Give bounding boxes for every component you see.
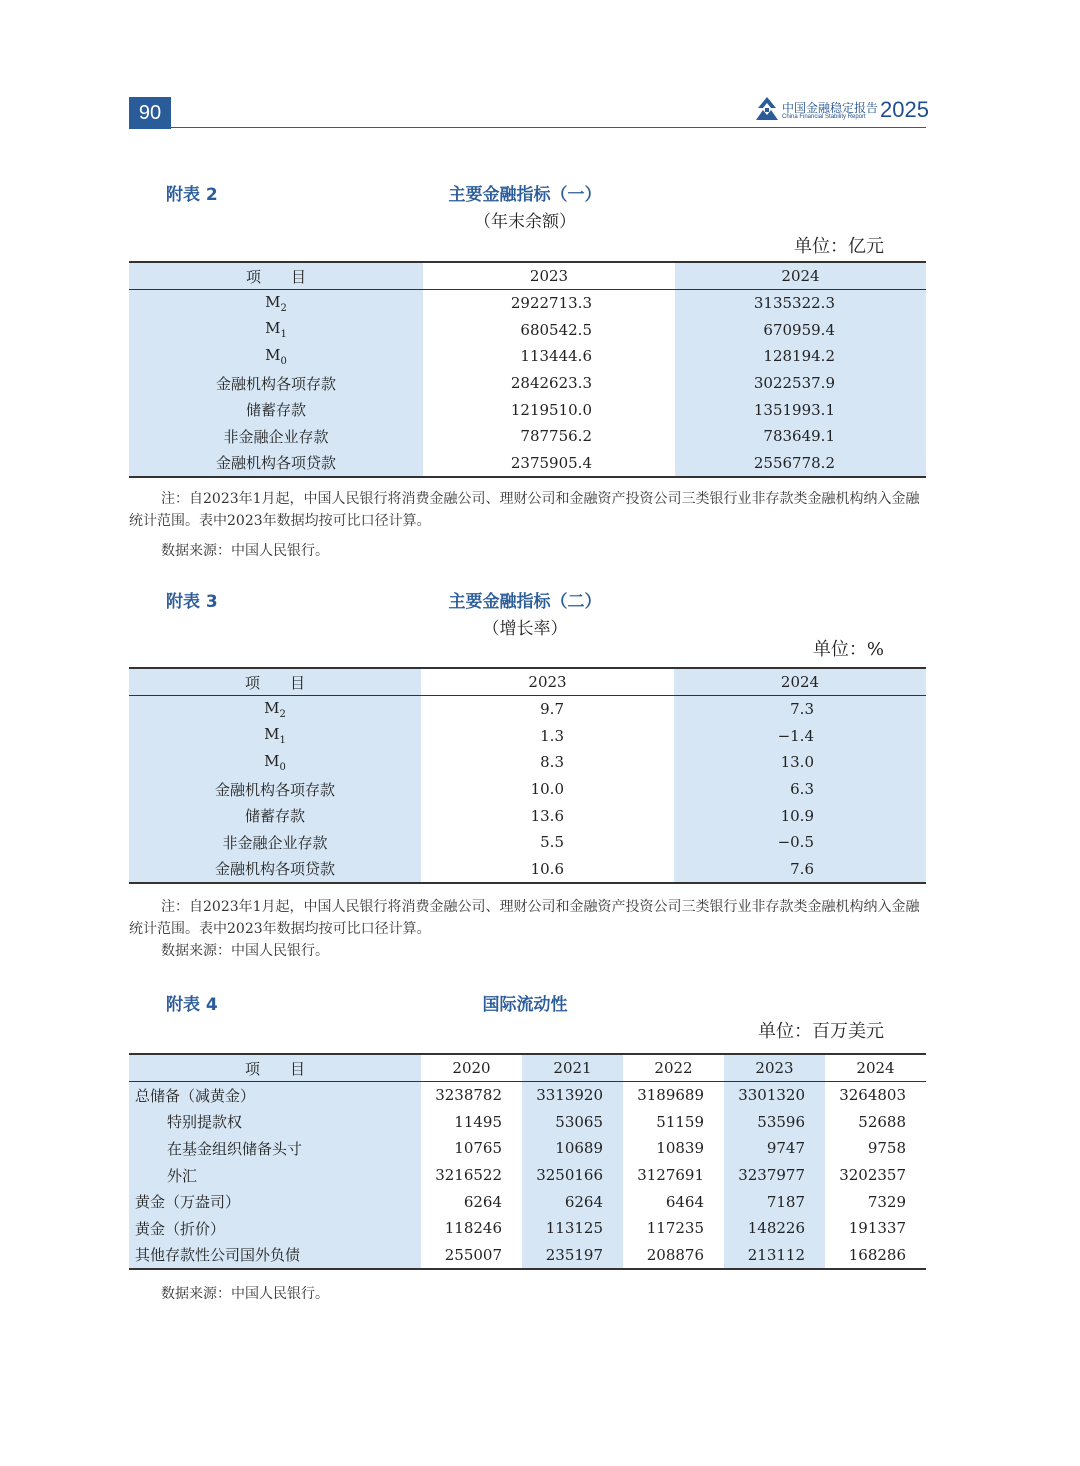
cell-2023: 213112 [724, 1242, 825, 1270]
table-row [129, 749, 926, 776]
table3-title: 主要金融指标（二） [448, 592, 602, 612]
cell-2021: 10689 [522, 1135, 623, 1162]
table-row [129, 1242, 926, 1270]
row-item-label: M [264, 698, 280, 717]
table-row [129, 396, 926, 423]
cell-2024: 1351993.1 [675, 396, 926, 423]
row-item-label: M [264, 751, 280, 770]
table-row [129, 723, 926, 750]
cell-2023: 2842623.3 [510, 374, 592, 393]
cell-2020: 3238782 [435, 1086, 502, 1105]
row-item-label: 储蓄存款 [245, 401, 306, 420]
col-header-2023: 2023 [421, 668, 674, 696]
row-item [129, 396, 423, 423]
table-row [129, 343, 926, 370]
cell-2021: 235197 [522, 1242, 623, 1270]
table2 [129, 261, 926, 478]
cell-2023: 787756.2 [520, 427, 592, 446]
cell-2023: 9747 [724, 1135, 825, 1162]
table-row [129, 1082, 926, 1109]
row-item-label: 非金融企业存款 [223, 427, 329, 446]
table-row [129, 1188, 926, 1215]
cell-2024: 9758 [867, 1139, 906, 1158]
cell-2024: 670959.4 [675, 317, 926, 344]
cell-2023: 13.6 [530, 806, 564, 825]
table-row [129, 423, 926, 450]
col-header-2024: 2024 [675, 262, 926, 290]
bank-logo-icon [754, 96, 780, 122]
cell-2021: 113125 [522, 1215, 623, 1242]
table-row [129, 370, 926, 397]
table2-note: 注：自2023年1月起，中国人民银行将消费金融公司、理财公司和金融资产投资公司三类银行业非存款类金融机构纳入金融统计范围。表中2023年数据均按可比口径计算。 [129, 491, 920, 529]
row-item: 特别提款权 [129, 1109, 421, 1136]
row-item-label: 储蓄存款 [244, 807, 305, 826]
cell-2023: 5.5 [540, 833, 564, 852]
row-item-label: M [265, 319, 281, 338]
row-item-label: M [264, 725, 280, 744]
col-header-2023: 2023 [724, 1054, 825, 1082]
cell-2023: 1.3 [540, 726, 564, 745]
cell-2021: 3250166 [522, 1162, 623, 1189]
table4-source: 数据来源：中国人民银行。 [161, 1286, 329, 1302]
row-item-subscript: 2 [280, 302, 287, 314]
cell-2024: 13.0 [674, 749, 926, 776]
cell-2024: 7.6 [674, 856, 926, 884]
row-item-label: M [265, 345, 281, 364]
row-item [129, 749, 421, 776]
row-item [129, 829, 421, 856]
cell-2024: 168286 [825, 1242, 926, 1270]
row-item: 黄金（万盎司） [129, 1188, 421, 1215]
table2-unit: 单位：亿元 [794, 236, 884, 257]
row-item-subscript: 2 [279, 708, 286, 720]
table2-source: 数据来源：中国人民银行。 [161, 543, 329, 559]
cell-2024: 3135322.3 [675, 290, 926, 317]
row-item [129, 317, 423, 344]
cell-2023: 1219510.0 [510, 400, 592, 419]
cell-2020: 11495 [454, 1112, 502, 1131]
cell-2022: 51159 [656, 1112, 704, 1131]
row-item [129, 776, 421, 803]
table4-unit: 单位：百万美元 [758, 1021, 884, 1042]
cell-2023: 7187 [724, 1188, 825, 1215]
cell-2021: 6264 [522, 1188, 623, 1215]
table-row [129, 829, 926, 856]
cell-2022: 208876 [623, 1242, 724, 1270]
cell-2020: 6264 [463, 1192, 502, 1211]
row-item [129, 723, 421, 750]
table-row [129, 1215, 926, 1242]
cell-2024: 10.9 [674, 802, 926, 829]
table-row [129, 802, 926, 829]
table4 [129, 1053, 926, 1270]
cell-2020: 255007 [421, 1242, 522, 1270]
row-item-subscript: 0 [280, 355, 287, 367]
cell-2021: 3313920 [522, 1082, 623, 1109]
cell-2022: 6464 [665, 1192, 704, 1211]
table3-subtitle: （增长率） [482, 619, 568, 639]
row-item-label: 金融机构各项存款 [215, 374, 336, 393]
col-header-2021: 2021 [522, 1054, 623, 1082]
col-header-item: 项 目 [129, 262, 423, 290]
report-title-en: China Financial Stability Report [782, 114, 866, 120]
row-item-label: 金融机构各项贷款 [214, 860, 335, 879]
cell-2024: 3202357 [839, 1166, 906, 1185]
row-item-label: M [265, 292, 281, 311]
cell-2024: 3264803 [839, 1086, 906, 1105]
cell-2023: 113444.6 [520, 347, 592, 366]
row-item: 外汇 [129, 1162, 421, 1189]
header-rule [171, 127, 926, 128]
cell-2024: 191337 [848, 1219, 906, 1238]
table3-note: 注：自2023年1月起，中国人民银行将消费金融公司、理财公司和金融资产投资公司三类银行业非存款类金融机构纳入金融统计范围。表中2023年数据均按可比口径计算。 [129, 899, 920, 937]
cell-2022: 3127691 [637, 1166, 704, 1185]
row-item-label: 非金融企业存款 [222, 833, 328, 852]
table-row [129, 1135, 926, 1162]
cell-2020: 118246 [444, 1219, 502, 1238]
table3-label: 附表 3 [166, 592, 218, 612]
col-header-2020: 2020 [421, 1054, 522, 1082]
cell-2023: 2375905.4 [423, 450, 675, 478]
cell-2021: 53065 [522, 1109, 623, 1136]
cell-2024: 783649.1 [675, 423, 926, 450]
col-header-2024: 2024 [825, 1054, 926, 1082]
cell-2024: 52688 [858, 1112, 906, 1131]
cell-2022: 10839 [656, 1139, 704, 1158]
row-item: 在基金组织储备头寸 [129, 1135, 421, 1162]
row-item-subscript: 1 [280, 329, 287, 341]
table-row [129, 696, 926, 723]
row-item [129, 423, 423, 450]
table3 [129, 667, 926, 884]
row-item [129, 370, 423, 397]
col-header-item: 项 目 [129, 668, 421, 696]
table-row [129, 856, 926, 884]
cell-2020: 10765 [454, 1139, 502, 1158]
cell-2024: −0.5 [674, 829, 926, 856]
table2-title: 主要金融指标（一） [448, 185, 602, 205]
col-header-item: 项 目 [129, 1054, 421, 1082]
row-item-label: 金融机构各项贷款 [215, 454, 336, 473]
report-year: 2025 [880, 97, 929, 122]
cell-2023: 10.0 [530, 780, 564, 799]
table-row [129, 776, 926, 803]
row-item: 总储备（减黄金） [129, 1082, 421, 1109]
table-row [129, 290, 926, 317]
row-item: 其他存款性公司国外负债 [129, 1242, 421, 1270]
cell-2024: 3022537.9 [675, 370, 926, 397]
cell-2023: 3301320 [724, 1082, 825, 1109]
row-item: 黄金（折价） [129, 1215, 421, 1242]
table-row [129, 450, 926, 478]
cell-2023: 3237977 [724, 1162, 825, 1189]
page-number: 90 [129, 97, 171, 129]
cell-2023: 9.7 [540, 700, 564, 719]
row-item [129, 290, 423, 317]
cell-2024: −1.4 [674, 723, 926, 750]
row-item [129, 856, 421, 884]
cell-2023: 53596 [724, 1109, 825, 1136]
cell-2024: 7.3 [674, 696, 926, 723]
report-title-cn: 中国金融稳定报告 [782, 101, 879, 115]
cell-2023: 2922713.3 [510, 294, 592, 313]
cell-2024: 7329 [867, 1192, 906, 1211]
cell-2023: 680542.5 [520, 320, 592, 339]
row-item-subscript: 1 [279, 735, 286, 747]
table-row [129, 317, 926, 344]
row-item [129, 450, 423, 478]
table3-unit: 单位：% [812, 639, 884, 660]
cell-2022: 3189689 [637, 1086, 704, 1105]
cell-2023: 10.6 [421, 856, 674, 884]
cell-2020: 3216522 [435, 1166, 502, 1185]
cell-2023: 148226 [724, 1215, 825, 1242]
col-header-2024: 2024 [674, 668, 926, 696]
cell-2024: 2556778.2 [675, 450, 926, 478]
row-item [129, 802, 421, 829]
col-header-2023: 2023 [423, 262, 675, 290]
table-row [129, 1162, 926, 1189]
row-item [129, 343, 423, 370]
table2-label: 附表 2 [166, 185, 218, 205]
table3-source: 数据来源：中国人民银行。 [161, 943, 329, 959]
table4-title: 国际流动性 [482, 995, 568, 1015]
cell-2024: 6.3 [674, 776, 926, 803]
col-header-2022: 2022 [623, 1054, 724, 1082]
cell-2023: 8.3 [540, 753, 564, 772]
cell-2024: 128194.2 [675, 343, 926, 370]
row-item [129, 696, 421, 723]
row-item-label: 金融机构各项存款 [214, 780, 335, 799]
table2-subtitle: （年末余额） [474, 212, 576, 232]
table4-label: 附表 4 [166, 995, 218, 1015]
table-row [129, 1109, 926, 1136]
row-item-subscript: 0 [279, 761, 286, 773]
cell-2022: 117235 [646, 1219, 704, 1238]
